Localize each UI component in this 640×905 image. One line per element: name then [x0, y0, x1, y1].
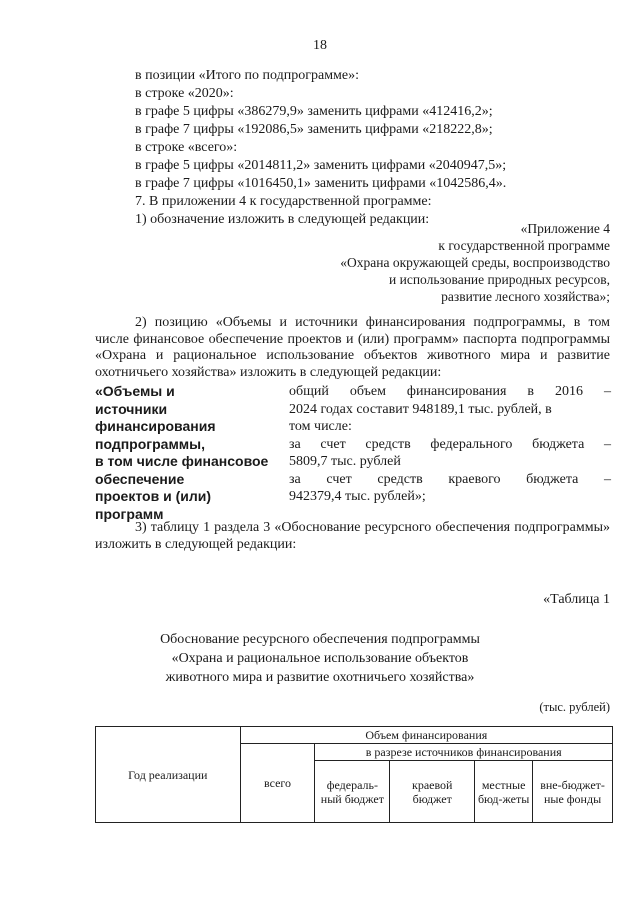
text-line: в графе 5 цифры «2014811,2» заменить цифрами «2040947,5»; — [135, 158, 507, 173]
text-line: в строке «всего»: — [135, 140, 238, 155]
passport-label — [95, 383, 268, 523]
text-line: в строке «2020»: — [135, 86, 234, 101]
appendix-line: развитие лесного хозяйства»; — [441, 289, 610, 304]
appendix-line: и использование природных ресурсов, — [389, 272, 610, 287]
passport-label-line: «Объемы и — [95, 383, 175, 399]
paragraph-3 — [95, 520, 610, 553]
header-offbudget: вне-бюджет-ные фонды — [533, 761, 613, 823]
passport-value-line — [289, 436, 611, 454]
passport-value-line: 5809,7 тыс. рублей — [289, 454, 401, 469]
word: общий — [289, 384, 329, 399]
word: – — [603, 436, 611, 452]
word: счет — [320, 436, 346, 452]
word: объем — [349, 384, 386, 399]
header-year: Год реализации — [96, 727, 241, 823]
passport-label-line: проектов и (или) — [95, 488, 211, 504]
word: бюджета — [532, 436, 585, 452]
word: краевого — [448, 471, 501, 487]
text-line: в графе 7 цифры «1016450,1» заменить цифрами «1042586,4». — [135, 176, 507, 191]
text-line: 1) обозначение изложить в следующей редакции: — [135, 212, 430, 227]
header-sources: в разрезе источников финансирования — [315, 744, 613, 761]
passport-value-line: 942379,4 тыс. рублей»; — [289, 489, 426, 504]
header-total: всего — [240, 744, 315, 823]
header-volume: Объем финансирования — [240, 727, 612, 744]
appendix-line: к государственной программе — [438, 238, 610, 253]
passport-label-line: в том числе финансовое — [95, 453, 269, 469]
word: средств — [365, 436, 411, 452]
header-federal: федераль-ный бюджет — [315, 761, 390, 823]
paragraph-2-text: 2) позицию «Объемы и источники финансирования подпрограммы, в том числе финансовое обеспечение проектов и (или) программ» паспорта подпрограммы «Охрана и рациональное использование объектов животного мира и развитие охотничьего хозяйства» изложить в следующей редакции: — [95, 315, 610, 380]
table-title-line: «Охрана и рациональное использование объектов — [171, 651, 469, 666]
units-label: (тыс. рублей) — [539, 700, 610, 714]
appendix-heading — [290, 220, 610, 305]
passport-value-line: том числе: — [289, 419, 352, 434]
table-label: «Таблица 1 — [543, 592, 610, 607]
word: федерального — [430, 436, 513, 452]
table-title-line: животного мира и развитие охотничьего хозяйства» — [165, 670, 475, 685]
word: 2016 — [555, 384, 584, 399]
text-line: 7. В приложении 4 к государственной программе: — [135, 194, 432, 209]
word: за — [289, 471, 301, 487]
word: счет — [326, 471, 352, 487]
paragraph-2 — [95, 315, 610, 381]
passport-value — [289, 383, 611, 506]
appendix-line: «Приложение 4 — [520, 221, 610, 236]
header-regional: краевой бюджет — [390, 761, 475, 823]
word: – — [603, 384, 611, 399]
table-title — [0, 630, 640, 687]
text-line: в позиции «Итого по подпрограмме»: — [135, 68, 360, 83]
passport-value-line — [289, 383, 611, 401]
passport-label-line: источники — [95, 400, 168, 417]
table-title-line: Обоснование ресурсного обеспечения подпрограммы — [160, 632, 480, 647]
word: бюджета — [526, 471, 579, 487]
paragraph-3-text: 3) таблицу 1 раздела 3 «Обоснование ресурсного обеспечения подпрограммы» изложить в следующей редакции: — [95, 520, 610, 552]
passport-label-line: финансирования — [95, 418, 216, 434]
passport-label-line: обеспечение — [95, 470, 185, 487]
passport-label-line: программ — [95, 505, 164, 522]
passport-value-line: 2024 годах составит 948189,1 тыс. рублей, в — [289, 401, 552, 417]
page-number: 18 — [313, 38, 327, 53]
word: – — [604, 471, 611, 487]
financing-table — [95, 726, 613, 823]
word: финансирования — [406, 384, 507, 399]
passport-value-line — [289, 471, 611, 489]
appendix-line: «Охрана окружающей среды, воспроизводство — [340, 255, 610, 270]
word: средств — [377, 471, 423, 487]
word: в — [527, 384, 535, 399]
text-line: в графе 7 цифры «192086,5» заменить цифрами «218222,8»; — [135, 122, 493, 137]
header-local: местные бюд-жеты — [475, 761, 533, 823]
word: за — [289, 436, 301, 452]
passport-label-line: подпрограммы, — [95, 435, 205, 452]
text-line: в графе 5 цифры «386279,9» заменить цифрами «412416,2»; — [135, 104, 493, 119]
